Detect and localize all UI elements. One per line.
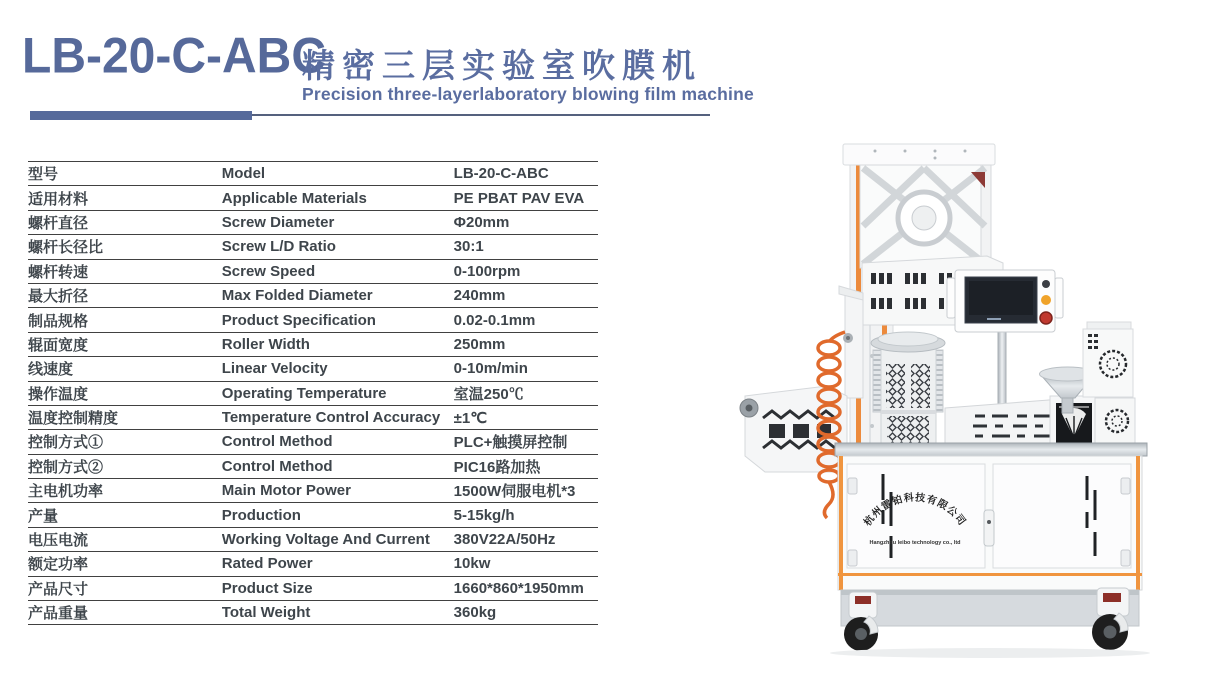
hinge-icon bbox=[1121, 478, 1130, 494]
table-row bbox=[28, 283, 598, 307]
spec-value: LB-20-C-ABC bbox=[454, 162, 598, 186]
hinge-icon bbox=[848, 478, 857, 494]
spec-value: Φ20mm bbox=[454, 210, 598, 234]
top-plate bbox=[843, 144, 995, 165]
spec-label-cn: 线速度 bbox=[28, 357, 222, 381]
power-button[interactable] bbox=[1042, 280, 1050, 288]
spec-label-cn: 产量 bbox=[28, 503, 222, 527]
spec-label-en: Control Method bbox=[222, 454, 454, 478]
winder-roller bbox=[740, 399, 758, 417]
table-row bbox=[28, 405, 598, 429]
table-row bbox=[28, 527, 598, 551]
spec-value: 380V22A/50Hz bbox=[454, 527, 598, 551]
page-title-model: LB-20-C-ABC bbox=[22, 29, 326, 85]
table-row bbox=[28, 503, 598, 527]
spec-label-cn: 产品尺寸 bbox=[28, 576, 222, 600]
cabinet bbox=[838, 456, 1142, 590]
spec-label-cn: 控制方式① bbox=[28, 430, 222, 454]
table-row bbox=[28, 552, 598, 576]
base-plinth bbox=[841, 590, 1139, 626]
spec-label-en: Product Size bbox=[222, 576, 454, 600]
die-head bbox=[871, 332, 945, 450]
table-row bbox=[28, 454, 598, 478]
table-row bbox=[28, 186, 598, 210]
spec-value: 0-10m/min bbox=[454, 357, 598, 381]
underline-thin-rule bbox=[252, 114, 710, 116]
spec-label-en: Product Specification bbox=[222, 308, 454, 332]
table-row bbox=[28, 308, 598, 332]
spec-value: 250mm bbox=[454, 332, 598, 356]
table-row bbox=[28, 576, 598, 600]
spec-label-cn: 型号 bbox=[28, 162, 222, 186]
spec-label-en: Production bbox=[222, 503, 454, 527]
table-row bbox=[28, 235, 598, 259]
table-row bbox=[28, 381, 598, 405]
spec-label-en: Screw Speed bbox=[222, 259, 454, 283]
spec-value: PE PBAT PAV EVA bbox=[454, 186, 598, 210]
emergency-stop-button[interactable] bbox=[1040, 312, 1052, 324]
table-row bbox=[28, 162, 598, 186]
table-row bbox=[28, 259, 598, 283]
spec-value: PLC+触摸屏控制 bbox=[454, 430, 598, 454]
spec-label-cn: 额定功率 bbox=[28, 552, 222, 576]
door-handle[interactable] bbox=[984, 510, 994, 546]
machine-tabletop bbox=[835, 443, 1147, 456]
left-support-arm bbox=[839, 286, 863, 398]
spec-label-en: Main Motor Power bbox=[222, 479, 454, 503]
spec-label-en: Temperature Control Accuracy bbox=[222, 405, 454, 429]
table-row bbox=[28, 332, 598, 356]
cabinet-door-left[interactable] bbox=[847, 464, 985, 568]
control-panel bbox=[947, 270, 1063, 404]
spec-label-cn: 电压电流 bbox=[28, 527, 222, 551]
ground-shadow bbox=[830, 648, 1150, 658]
spec-label-en: Model bbox=[222, 162, 454, 186]
spec-value: 0-100rpm bbox=[454, 259, 598, 283]
spec-label-en: Total Weight bbox=[222, 601, 454, 625]
spec-label-cn: 制品规格 bbox=[28, 308, 222, 332]
hinge-icon bbox=[848, 550, 857, 566]
spec-label-cn: 辊面宽度 bbox=[28, 332, 222, 356]
spec-label-en: Applicable Materials bbox=[222, 186, 454, 210]
spec-value: 1500W伺服电机*3 bbox=[454, 479, 598, 503]
machine-product-image bbox=[735, 126, 1205, 678]
spec-value: 240mm bbox=[454, 283, 598, 307]
table-row bbox=[28, 601, 598, 625]
spec-label-cn: 螺杆直径 bbox=[28, 210, 222, 234]
spec-label-cn: 操作温度 bbox=[28, 381, 222, 405]
spec-label-cn: 主电机功率 bbox=[28, 479, 222, 503]
spec-label-en: Roller Width bbox=[222, 332, 454, 356]
product-title-en: Precision three-layerlaboratory blowing film machine bbox=[302, 84, 754, 104]
spec-label-cn: 螺杆长径比 bbox=[28, 235, 222, 259]
spec-label-cn: 温度控制精度 bbox=[28, 405, 222, 429]
spec-value: 10kw bbox=[454, 552, 598, 576]
table-row bbox=[28, 430, 598, 454]
cabinet-brand-arc: 杭州雷铂科技有限公司 bbox=[862, 492, 968, 529]
spec-value: 30:1 bbox=[454, 235, 598, 259]
spec-value: 1660*860*1950mm bbox=[454, 576, 598, 600]
spec-label-en: Working Voltage And Current bbox=[222, 527, 454, 551]
spec-value: ±1℃ bbox=[454, 405, 598, 429]
spec-label-cn: 控制方式② bbox=[28, 454, 222, 478]
product-title-cn: 精密三层实验室吹膜机 bbox=[302, 47, 702, 84]
spec-label-en: Max Folded Diameter bbox=[222, 283, 454, 307]
cabinet-door-right[interactable] bbox=[993, 464, 1131, 568]
spec-label-en: Screw Diameter bbox=[222, 210, 454, 234]
spec-label-en: Control Method bbox=[222, 430, 454, 454]
header-underline bbox=[30, 110, 710, 120]
spec-label-cn: 螺杆转速 bbox=[28, 259, 222, 283]
winder-unit bbox=[740, 386, 847, 472]
start-button[interactable] bbox=[1041, 295, 1051, 305]
spec-table bbox=[28, 161, 598, 625]
fan-vent-box bbox=[1050, 396, 1098, 450]
table-row bbox=[28, 479, 598, 503]
table-row bbox=[28, 210, 598, 234]
spec-value: 室温250℃ bbox=[454, 381, 598, 405]
spec-value: 5-15kg/h bbox=[454, 503, 598, 527]
spec-label-en: Screw L/D Ratio bbox=[222, 235, 454, 259]
cabinet-brand-en: Hangzhou leibo technology co., ltd bbox=[869, 540, 961, 546]
spec-value: 360kg bbox=[454, 601, 598, 625]
spec-label-en: Linear Velocity bbox=[222, 357, 454, 381]
spec-label-en: Rated Power bbox=[222, 552, 454, 576]
spec-value: PIC16路加热 bbox=[454, 454, 598, 478]
spec-value: 0.02-0.1mm bbox=[454, 308, 598, 332]
table-row bbox=[28, 357, 598, 381]
underline-accent-bar bbox=[30, 111, 252, 120]
spec-label-en: Operating Temperature bbox=[222, 381, 454, 405]
spec-label-cn: 适用材料 bbox=[28, 186, 222, 210]
spec-label-cn: 最大折径 bbox=[28, 283, 222, 307]
hinge-icon bbox=[1121, 550, 1130, 566]
spec-label-cn: 产品重量 bbox=[28, 601, 222, 625]
touchscreen[interactable] bbox=[965, 277, 1037, 323]
